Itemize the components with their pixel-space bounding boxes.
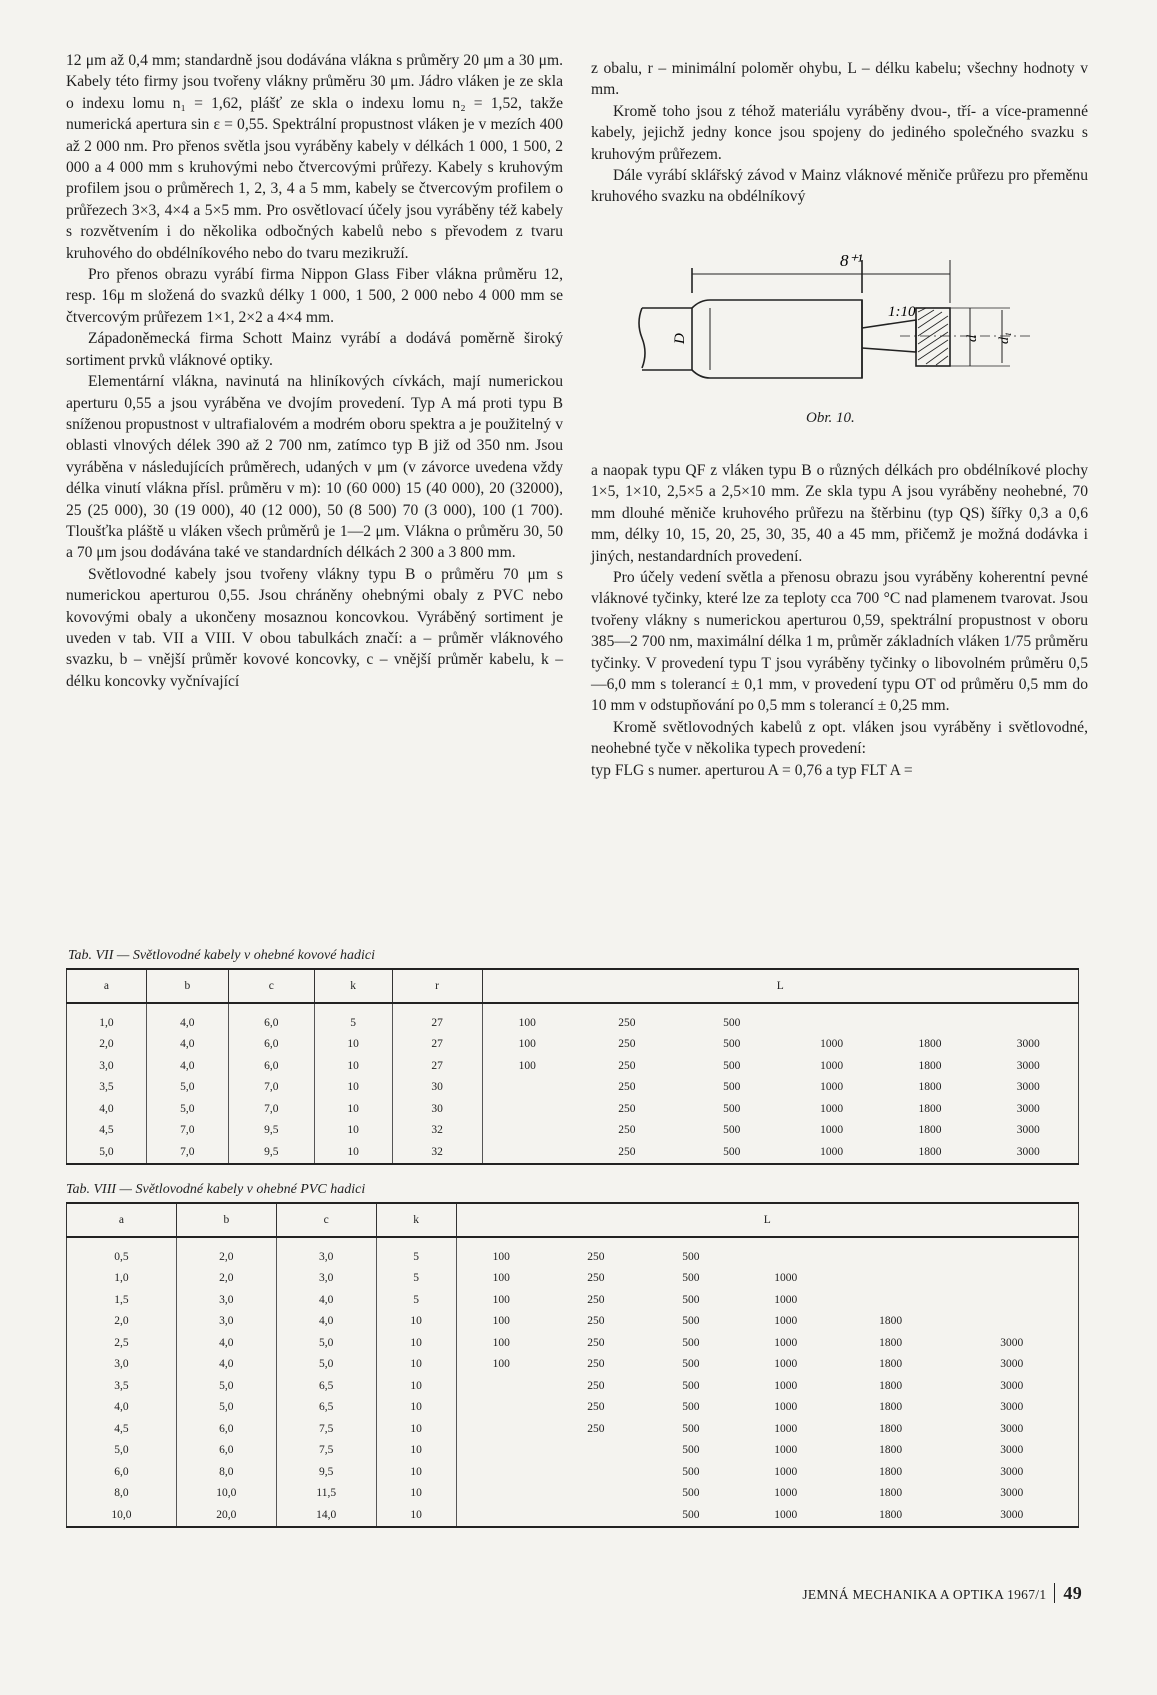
col-header: k	[314, 969, 392, 1003]
table-row	[67, 1120, 1079, 1142]
table-cell: 1800	[879, 1401, 903, 1414]
table-cell: 3000	[1016, 1059, 1040, 1072]
table-row	[67, 1332, 1079, 1354]
table-cell: 1800	[918, 1102, 942, 1115]
table-cell: 2,0	[176, 1237, 276, 1268]
table7-caption: Tab. VII — Světlovodné kabely v ohebné kovové hadici	[68, 948, 375, 963]
table-row	[67, 1077, 1079, 1099]
table-cell: 5,0	[176, 1397, 276, 1419]
left-column	[66, 50, 563, 692]
table-cell: 5	[376, 1268, 456, 1290]
table-cell: 500	[682, 1422, 700, 1435]
col-header: L	[482, 969, 1078, 1003]
table-cell: 3000	[1000, 1444, 1024, 1457]
table-cell: 100	[492, 1315, 510, 1328]
table7-body	[67, 1003, 1079, 1164]
table-cell: 10	[376, 1354, 456, 1376]
table-cell: 500	[723, 1145, 741, 1158]
table-row	[67, 1397, 1079, 1419]
table-cell: 1,5	[67, 1289, 177, 1311]
table-cell: 1800	[879, 1336, 903, 1349]
table7	[66, 968, 1079, 1165]
table-cell: 1800	[879, 1508, 903, 1521]
table-cell: 1800	[918, 1081, 942, 1094]
table-cell: 4,0	[276, 1311, 376, 1333]
paragraph: z obalu, r – minimální poloměr ohybu, L – délku kabelu; všechny hodnoty v mm.	[591, 60, 1088, 99]
table8	[66, 1202, 1079, 1528]
paragraph: Pro účely vedení světla a přenosu obrazu jsou vyráběny koherentní pevné vláknové tyčinky, které lze za teploty cca 700 °C nad plamenem tvarovat. Jsou tvořeny vlákny s numerickou aperturou 0,59, spektrální propustnost v oboru 385—2 700 nm, maximální délka 1 m, průměr základních vláken 1/75 průměru tyčinky. V provedení typu T jsou vyráběny tyčinky o libovolném průměru 0,5—6,0 mm s tolerancí ± 0,1 mm, v provedení typu OT od průměru 0,5 mm do 10 mm v odstupňování po 0,5 mm s tolerancí ± 0,25 mm.	[591, 569, 1088, 715]
table-cell: 5	[314, 1003, 392, 1034]
length-label: 8⁺¹	[840, 251, 863, 270]
table-cell: 500	[682, 1336, 700, 1349]
table-cell: 4,5	[67, 1120, 147, 1142]
table-cell: 3000	[1000, 1336, 1024, 1349]
table-cell: 1800	[879, 1465, 903, 1478]
table-cell: 10	[376, 1504, 456, 1527]
table-cell: 1800	[918, 1124, 942, 1137]
table-cell: 3,0	[176, 1289, 276, 1311]
table-cell: 3000	[1016, 1102, 1040, 1115]
table-cell: 3000	[1016, 1081, 1040, 1094]
table-row	[67, 1504, 1079, 1527]
end-block	[916, 308, 950, 366]
table-cell: 100	[492, 1250, 510, 1263]
table-cell: 8,0	[176, 1461, 276, 1483]
table-cell: 6,0	[176, 1440, 276, 1462]
table-cell: 9,5	[228, 1141, 314, 1164]
table-cell: 10	[376, 1418, 456, 1440]
table-row	[67, 1311, 1079, 1333]
table-cell: 30	[392, 1077, 482, 1099]
table-cell	[946, 1268, 1079, 1290]
table-cell: 5,0	[146, 1098, 228, 1120]
table-cell: 10	[376, 1461, 456, 1483]
table-cell: 4,0	[146, 1034, 228, 1056]
table-cell: 250	[587, 1272, 605, 1285]
table-cell: 500	[723, 1038, 741, 1051]
table-cell	[978, 1003, 1078, 1034]
table-cell: 1000	[774, 1358, 798, 1371]
table-cell: 1800	[879, 1379, 903, 1392]
table-cell	[546, 1440, 646, 1462]
table-cell: 1800	[918, 1038, 942, 1051]
table-row	[67, 1375, 1079, 1397]
table-cell: 250	[618, 1081, 636, 1094]
table-cell: 250	[618, 1038, 636, 1051]
table-cell: 6,0	[67, 1461, 177, 1483]
taper-label: 1:10	[888, 304, 916, 320]
table-cell: 1800	[879, 1422, 903, 1435]
table-cell: 100	[518, 1038, 536, 1051]
table-cell: 1000	[774, 1465, 798, 1478]
table-cell: 7,0	[146, 1120, 228, 1142]
table-cell: 9,5	[276, 1461, 376, 1483]
table-cell: 100	[492, 1336, 510, 1349]
table-cell: 1000	[820, 1124, 844, 1137]
table-row	[67, 1440, 1079, 1462]
table-cell: 2,5	[67, 1332, 177, 1354]
table-cell	[946, 1311, 1079, 1333]
table-cell: 1800	[918, 1059, 942, 1072]
paragraph: typ FLG s numer. aperturou A = 0,76 a typ FLT A =	[591, 761, 913, 779]
paragraph: Světlovodné kabely jsou tvořeny vlákny typu B o průměru 70 μm s numerickou aperturou 0,55. Jsou chráněny ohebnými obaly z PVC nebo kovovými obaly a ukončeny mosaznou koncovkou. Vyráběný sortiment je uveden v tab. VII a VIII. V obou tabulkách značí: a – průměr vláknového svazku, b – vnější průměr kovové koncovky, c – vnější průměr kabelu, k – délku koncovky vyčnívající	[66, 565, 563, 690]
table-cell: 10	[314, 1034, 392, 1056]
table-cell: 1000	[774, 1444, 798, 1457]
table-cell: 500	[682, 1508, 700, 1521]
paragraph: Kromě světlovodných kabelů z opt. vláken jsou vyráběny i světlovodné, neohebné tyče v několika typech provedení:	[591, 718, 1088, 758]
table-cell: 4,0	[67, 1098, 147, 1120]
table-cell: 3,0	[276, 1268, 376, 1290]
table-cell: 1000	[820, 1038, 844, 1051]
table-cell: 1000	[774, 1401, 798, 1414]
table-cell: 10	[376, 1332, 456, 1354]
table-cell: 250	[618, 1145, 636, 1158]
table-cell: 4,0	[146, 1055, 228, 1077]
table-cell	[782, 1003, 882, 1034]
table-cell: 1000	[774, 1293, 798, 1306]
table-row	[67, 1268, 1079, 1290]
table-cell: 250	[587, 1293, 605, 1306]
figure-caption: Obr. 10.	[806, 410, 855, 426]
table-cell: 1000	[774, 1508, 798, 1521]
col-header: a	[67, 1203, 177, 1237]
table-cell: 500	[723, 1102, 741, 1115]
table-cell: 27	[392, 1034, 482, 1056]
table-row	[67, 1461, 1079, 1483]
table-cell: 500	[723, 1081, 741, 1094]
table-cell: 4,0	[276, 1289, 376, 1311]
table-cell: 4,0	[67, 1397, 177, 1419]
table-cell: 500	[682, 1444, 700, 1457]
table-cell	[456, 1397, 546, 1419]
col-header: c	[228, 969, 314, 1003]
table-cell: 250	[587, 1358, 605, 1371]
table-cell: 10	[376, 1311, 456, 1333]
figure-fiber-converter	[630, 248, 1060, 428]
table-cell	[836, 1268, 946, 1290]
table-cell: 1000	[820, 1059, 844, 1072]
table-cell	[836, 1289, 946, 1311]
table-cell: 1800	[879, 1358, 903, 1371]
table8-body	[67, 1237, 1079, 1527]
table-cell: 5,0	[146, 1077, 228, 1099]
table-cell: 10,0	[67, 1504, 177, 1527]
table-cell: 1000	[774, 1272, 798, 1285]
table-cell: 7,5	[276, 1440, 376, 1462]
table-cell: 10	[314, 1055, 392, 1077]
table-cell: 6,0	[228, 1034, 314, 1056]
table-cell: 7,0	[228, 1077, 314, 1099]
table-cell: 1000	[820, 1145, 844, 1158]
table-cell: 250	[587, 1422, 605, 1435]
table-cell: 10	[376, 1397, 456, 1419]
table-row	[67, 1141, 1079, 1164]
table-cell: 3000	[1000, 1465, 1024, 1478]
paragraph: Elementární vlákna, navinutá na hliníkových cívkách, mají numerickou aperturu 0,55 a jsou vyráběna ve dvojím provedení. Typ A má proti typu B sníženou propustnost v ultrafialovém a modrém oboru spektra a je použitelný v oblasti vlnových délek 390 až 2 700 nm, zatímco typ B již od 350 nm. Jsou vyráběna v následujících průměrech, udaných v μm (v závorce uvedena vždy délka vinutí vlákna přísl. průměru v m): 10 (60 000) 15 (40 000), 20 (32000), 25 (25 000), 30 (19 000), 40 (12 000), 50 (8 500) 70 (3 000), 100 (1 700). Tloušťka pláště u vláken všech průměrů je 1—2 μm. Vlákna o průměru 30, 50 a 70 μm jsou dodávána také ve standardních délkách 2 300 a 3 800 mm.	[66, 373, 563, 562]
table-cell: 500	[682, 1379, 700, 1392]
table-cell: 4,0	[176, 1354, 276, 1376]
table-cell: 500	[682, 1465, 700, 1478]
table-cell: 32	[392, 1141, 482, 1164]
paragraph: Západoněmecká firma Schott Mainz vyrábí a dodává poměrně široký sortiment prvků vláknové optiky.	[66, 330, 563, 369]
table-cell: 3000	[1000, 1379, 1024, 1392]
table-cell	[456, 1375, 546, 1397]
col-header: c	[276, 1203, 376, 1237]
table-cell: 3000	[1016, 1145, 1040, 1158]
table-cell: 3,0	[276, 1237, 376, 1268]
table-cell: 100	[492, 1272, 510, 1285]
table-cell: 1000	[774, 1379, 798, 1392]
table-cell: 250	[587, 1315, 605, 1328]
right-column-bottom	[591, 460, 1088, 781]
table-row	[67, 1237, 1079, 1268]
table-cell: 10,0	[176, 1483, 276, 1505]
table-cell: 250	[587, 1401, 605, 1414]
table-cell: 1800	[918, 1145, 942, 1158]
paragraph: Dále vyrábí sklářský závod v Mainz vláknové měniče průřezu pro přeměnu kruhového svazku na obdélníkový	[591, 167, 1088, 206]
table-cell	[456, 1483, 546, 1505]
table-cell: 30	[392, 1098, 482, 1120]
table-cell: 100	[518, 1059, 536, 1072]
table-cell: 500	[723, 1059, 741, 1072]
paragraph: a naopak typu QF z vláken typu B o různých délkách pro obdélníkové plochy 1×5, 1×10, 2,5×5 a 2,5×10 mm. Ze skla typu A jsou vyráběny neohebné, 70 mm dlouhé měniče kruhového průřezu na štěrbinu (typ QS) šířky 0,3 a 0,6 mm, délky 10, 15, 20, 25, 30, 35, 40 a 45 mm, přičemž je možná dodávka i jiných, nestandardních provedení.	[591, 462, 1088, 565]
table-cell: 3000	[1000, 1487, 1024, 1500]
table-cell: 1800	[879, 1315, 903, 1328]
table-cell: 5,0	[276, 1354, 376, 1376]
table-cell: 1000	[774, 1336, 798, 1349]
table-cell: 10	[314, 1120, 392, 1142]
table-cell: 10	[376, 1483, 456, 1505]
table-cell	[546, 1504, 646, 1527]
table-cell: 5	[376, 1237, 456, 1268]
col-header: k	[376, 1203, 456, 1237]
col-header: r	[392, 969, 482, 1003]
table-cell: 4,0	[146, 1003, 228, 1034]
table-cell: 10	[376, 1375, 456, 1397]
table-cell	[456, 1504, 546, 1527]
diameter-label: D	[672, 333, 688, 344]
table-cell: 3,0	[176, 1311, 276, 1333]
table-cell: 6,0	[228, 1055, 314, 1077]
table-cell: 7,5	[276, 1418, 376, 1440]
table-cell: 250	[618, 1124, 636, 1137]
table-cell	[546, 1483, 646, 1505]
table-cell: 250	[618, 1059, 636, 1072]
table-cell: 0,5	[67, 1237, 177, 1268]
table-cell: 3000	[1016, 1124, 1040, 1137]
table-cell	[482, 1120, 572, 1142]
table-cell: 4,0	[176, 1332, 276, 1354]
right-column-top	[591, 58, 1088, 208]
table-cell: 7,0	[228, 1098, 314, 1120]
table-cell: 250	[587, 1336, 605, 1349]
table-cell: 500	[682, 1293, 700, 1306]
table-cell: 5,0	[67, 1141, 147, 1164]
table-cell: 1000	[774, 1487, 798, 1500]
table-cell: 7,0	[146, 1141, 228, 1164]
cut-edge	[639, 308, 645, 368]
table-cell: 500	[682, 1401, 700, 1414]
table-cell	[946, 1237, 1079, 1268]
table-cell: 5	[376, 1289, 456, 1311]
table-cell: 6,0	[228, 1003, 314, 1034]
table-cell: 500	[682, 1487, 700, 1500]
table-cell: 6,5	[276, 1397, 376, 1419]
table-cell: 10	[314, 1141, 392, 1164]
table-cell: 10	[376, 1440, 456, 1462]
table-cell: 500	[682, 1250, 700, 1263]
col-header: L	[456, 1203, 1078, 1237]
table-cell	[836, 1237, 946, 1268]
table-cell	[546, 1461, 646, 1483]
table-row	[67, 1418, 1079, 1440]
table-cell: 5,0	[67, 1440, 177, 1462]
col-header: b	[176, 1203, 276, 1237]
d1-label: d₁	[997, 332, 1012, 344]
page-footer	[802, 1583, 1082, 1604]
paragraph: Pro přenos obrazu vyrábí firma Nippon Glass Fiber vlákna průměru 12, resp. 16μ m složená do svazků délky 1 000, 1 500, 2 000 nebo 4 000 mm se čtvercovým průřezem 1×1, 2×2 a 4×4 mm.	[66, 266, 563, 326]
paragraph: 12 μm až 0,4 mm; standardně jsou dodávána vlákna s průměry 20 μm a 30 μm. Kabely této firmy jsou tvořeny vlákny průměru 30 μm. Jádro vláken je ze skla o indexu lomu n₁ = 1,62, plášť ze skla o indexu lomu n₂ = 1,52, takže numerická apertura sin ε = 0,55. Spektrální propustnost vláken je v mezích 400 až 2 000 nm. Pro přenos světla jsou vyráběny kabely v délkách 1 000, 1 500, 2 000 a 4 000 mm s kruhovými nebo čtvercovými průřezy. Kabely s kruhovým profilem jsou o průměrech 1, 2, 3, 4 a 5 mm, kabely se čtvercovým profilem o průřezech 3×3, 4×4 a 5×5 mm. Pro osvětlovací účely jsou vyráběny též kabely s rozvětvením i do několika odbočných kabelů nebo s převodem z tvaru kruhového do obdélníkového nebo do tvaru mezikruží.	[66, 52, 563, 262]
journal-name: JEMNÁ MECHANIKA A OPTIKA 1967/1	[802, 1587, 1047, 1602]
table-cell: 27	[392, 1003, 482, 1034]
table-cell: 3000	[1000, 1422, 1024, 1435]
table-cell	[482, 1141, 572, 1164]
table8-caption: Tab. VIII — Světlovodné kabely v ohebné PVC hadici	[66, 1182, 366, 1197]
table-cell: 10	[314, 1077, 392, 1099]
table-cell: 8,0	[67, 1483, 177, 1505]
table-cell: 500	[682, 1272, 700, 1285]
col-header: a	[67, 969, 147, 1003]
table-cell: 3,0	[67, 1354, 177, 1376]
table-cell: 250	[587, 1379, 605, 1392]
table-cell: 100	[518, 1016, 536, 1029]
table-cell: 10	[314, 1098, 392, 1120]
table-cell: 1000	[774, 1422, 798, 1435]
table-cell	[456, 1461, 546, 1483]
table-cell: 1000	[820, 1081, 844, 1094]
table-cell: 3,0	[67, 1055, 147, 1077]
table-cell: 2,0	[67, 1034, 147, 1056]
table-cell: 250	[618, 1102, 636, 1115]
table-cell: 2,0	[67, 1311, 177, 1333]
table-cell: 20,0	[176, 1504, 276, 1527]
d-label: d	[965, 335, 980, 342]
table-cell: 3000	[1000, 1508, 1024, 1521]
table-cell: 14,0	[276, 1504, 376, 1527]
table-cell: 5,0	[176, 1375, 276, 1397]
table-cell	[456, 1440, 546, 1462]
page-number: 49	[1054, 1583, 1082, 1603]
table-cell: 500	[723, 1016, 741, 1029]
table-cell: 3000	[1000, 1401, 1024, 1414]
table-cell: 100	[492, 1293, 510, 1306]
table-row	[67, 1354, 1079, 1376]
table-cell: 500	[723, 1124, 741, 1137]
table-cell: 4,5	[67, 1418, 177, 1440]
table-cell: 6,0	[176, 1418, 276, 1440]
table-cell: 1000	[774, 1315, 798, 1328]
table-row	[67, 1003, 1079, 1034]
table-cell: 3000	[1016, 1038, 1040, 1051]
table-cell: 6,5	[276, 1375, 376, 1397]
paragraph: Kromě toho jsou z téhož materiálu vyráběny dvou-, tří- a více-pramenné kabely, jejichž jedny konce jsou spojeny do jediného společného svazku s kruhovým průřezem.	[591, 102, 1088, 163]
col-header: b	[146, 969, 228, 1003]
table-cell: 250	[587, 1250, 605, 1263]
table-cell: 3000	[1000, 1358, 1024, 1371]
table-cell	[946, 1289, 1079, 1311]
table-cell: 1,0	[67, 1003, 147, 1034]
table-cell	[882, 1003, 979, 1034]
table-row	[67, 1055, 1079, 1077]
table-cell: 11,5	[276, 1483, 376, 1505]
table-cell: 3,5	[67, 1375, 177, 1397]
table-cell	[736, 1237, 836, 1268]
table-cell: 27	[392, 1055, 482, 1077]
table-cell: 500	[682, 1315, 700, 1328]
table-cell: 32	[392, 1120, 482, 1142]
table-cell: 9,5	[228, 1120, 314, 1142]
table-row	[67, 1034, 1079, 1056]
table-row	[67, 1289, 1079, 1311]
table-cell	[482, 1098, 572, 1120]
table-cell: 3,5	[67, 1077, 147, 1099]
table-cell: 1800	[879, 1487, 903, 1500]
table-cell: 5,0	[276, 1332, 376, 1354]
table-row	[67, 1098, 1079, 1120]
table-cell: 250	[618, 1016, 636, 1029]
table-cell: 1800	[879, 1444, 903, 1457]
table-cell: 100	[492, 1358, 510, 1371]
table-cell: 500	[682, 1358, 700, 1371]
table-cell: 1,0	[67, 1268, 177, 1290]
table-cell: 1000	[820, 1102, 844, 1115]
table-cell	[456, 1418, 546, 1440]
table-cell	[482, 1077, 572, 1099]
table-row	[67, 1483, 1079, 1505]
table-cell: 2,0	[176, 1268, 276, 1290]
